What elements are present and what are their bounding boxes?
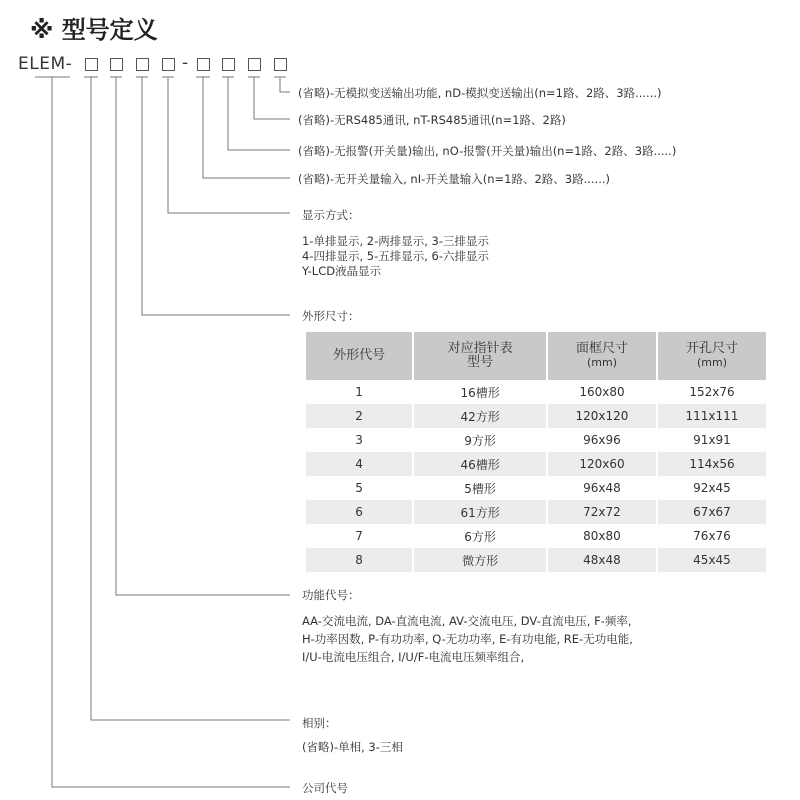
option-analog: (省略)-无模拟变送输出功能, nD-模拟变送输出(n=1路、2路、3路......) (298, 86, 662, 100)
function-line: I/U-电流电压组合, I/U/F-电流电压频率组合, (302, 650, 525, 664)
table-cell: 3 (355, 433, 363, 447)
phase-text: (省略)-单相, 3-三相 (302, 740, 403, 754)
header-sub: (mm) (696, 356, 727, 369)
table-cell: 91x91 (693, 433, 731, 447)
table-row (306, 380, 766, 404)
option-alarm: (省略)-无报警(开关量)输出, nO-报警(开关量)输出(n=1路、2路、3路.....) (298, 144, 677, 158)
table-cell: 45x45 (658, 548, 766, 572)
size-table (304, 332, 768, 572)
size-label: 外形尺寸： (302, 309, 360, 323)
table-cell: 67x67 (658, 500, 766, 524)
header-text: 对应指针表 (447, 341, 513, 356)
table-cell: 120x60 (548, 452, 656, 476)
table-cell: 96x96 (583, 433, 621, 447)
table-cell: 92x45 (693, 481, 731, 495)
phase-label: 相别： (302, 716, 337, 730)
table-header (306, 332, 412, 380)
table-cell: 5槽形 (464, 481, 496, 496)
table-row (306, 404, 766, 428)
table-cell: 5 (355, 481, 363, 495)
table-cell: 111x111 (658, 404, 766, 428)
table-cell: 7 (355, 529, 363, 543)
display-line: 4-四排显示, 5-五排显示, 6-六排显示 (302, 249, 490, 263)
table-cell: 160x80 (579, 385, 625, 399)
table-cell: 9方形 (464, 433, 496, 448)
table-cell: 48x48 (548, 548, 656, 572)
table-row (306, 452, 766, 476)
option-input: (省略)-无开关量输入, nI-开关量输入(n=1路、2路、3路......) (298, 172, 611, 186)
table-cell: 4 (306, 452, 412, 476)
display-line: 1-单排显示, 2-两排显示, 3-三排显示 (302, 234, 490, 248)
table-cell: 152x76 (689, 385, 735, 399)
display-label: 显示方式： (302, 208, 360, 222)
table-cell: 6 (306, 500, 412, 524)
table-row (306, 476, 766, 500)
table-header (548, 332, 656, 380)
table-cell: 120x120 (548, 404, 656, 428)
table-row (306, 428, 766, 452)
table-row (306, 524, 766, 548)
table-cell: 96x48 (583, 481, 621, 495)
table-cell: 微方形 (414, 548, 546, 572)
table-cell: 8 (306, 548, 412, 572)
model-separator: - (182, 53, 189, 73)
header-text: 外形代号 (333, 348, 386, 363)
header-sub: 型号 (467, 355, 494, 370)
function-label: 功能代号： (302, 588, 360, 602)
table-row (306, 548, 766, 572)
table-cell: 80x80 (583, 529, 621, 543)
table-header (414, 332, 546, 380)
table-cell: 46槽形 (414, 452, 546, 476)
header-text: 面框尺寸 (575, 341, 628, 356)
display-line: Y-LCD液晶显示 (302, 264, 382, 278)
table-cell: 2 (306, 404, 412, 428)
header-text: 开孔尺寸 (685, 341, 738, 356)
table-cell: 61方形 (414, 500, 546, 524)
table-cell: 6方形 (464, 529, 496, 544)
function-line: AA-交流电流, DA-直流电流, AV-交流电压, DV-直流电压, F-频率, (302, 614, 632, 628)
table-cell: 72x72 (548, 500, 656, 524)
option-comm: (省略)-无RS485通讯, nT-RS485通讯(n=1路、2路) (298, 113, 566, 127)
table-row (306, 500, 766, 524)
table-cell: 76x76 (693, 529, 731, 543)
model-prefix: ELEM- (18, 54, 73, 74)
table-cell: 16槽形 (460, 385, 500, 400)
table-header (658, 332, 766, 380)
table-cell: 114x56 (658, 452, 766, 476)
header-sub: (mm) (586, 356, 617, 369)
page-title: ※ 型号定义 (30, 16, 158, 44)
company-label: 公司代号 (302, 781, 348, 795)
table-cell: 1 (355, 385, 363, 399)
table-cell: 42方形 (414, 404, 546, 428)
function-line: H-功率因数, P-有功功率, Q-无功功率, E-有功电能, RE-无功电能, (302, 632, 633, 646)
